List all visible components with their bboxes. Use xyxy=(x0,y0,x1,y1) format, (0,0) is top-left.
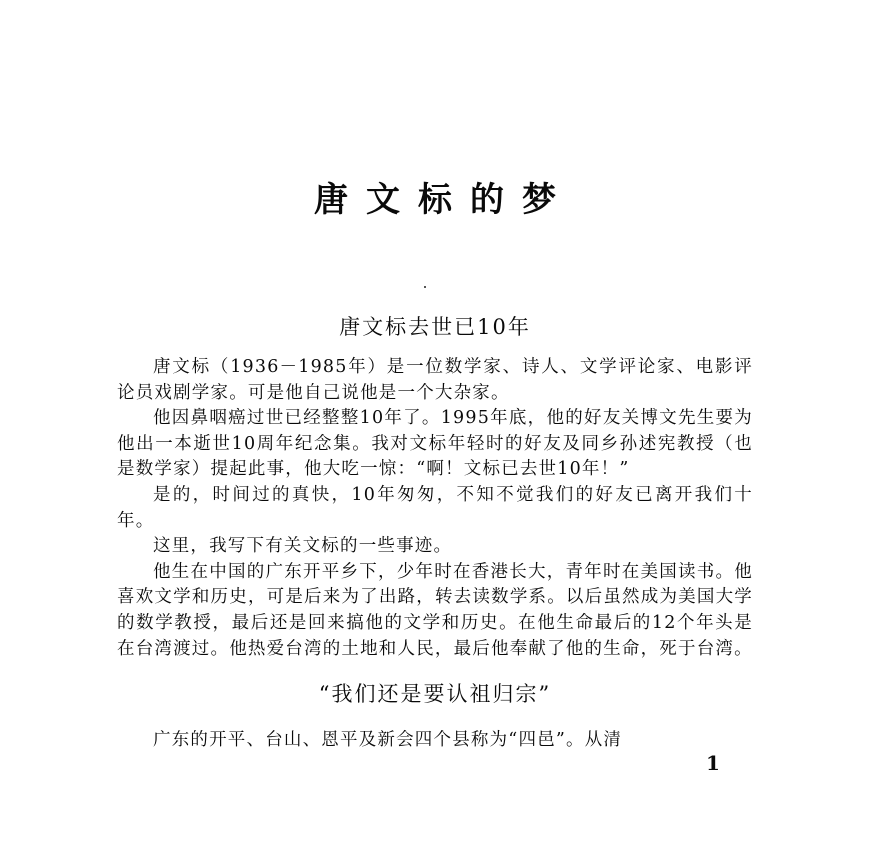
chapter-title: 唐文标的梦 xyxy=(314,180,574,220)
section-body xyxy=(117,728,753,754)
paragraph: 他生在中国的广东开平乡下，少年时在香港长大，青年时在美国读书。他喜欢文学和历史，可是后来为了出路，转去读数学系。以后虽然成为美国大学的数学教授，最后还是回来搞他的文学和历史。在他生命最后的12个年头是在台湾渡过。他热爱台湾的土地和人民，最后他奉献了他的生命，死于台湾。 xyxy=(117,561,753,659)
paragraph: 这里，我写下有关文标的一些事迹。 xyxy=(153,536,453,557)
section-heading: “我们还是要认祖归宗” xyxy=(318,682,552,706)
section-heading: 唐文标去世已10年 xyxy=(339,315,531,339)
paragraph: 他因鼻咽癌过世已经整整10年了。1995年底，他的好友关博文先生要为他出一本逝世10周年纪念集。我对文标年轻时的好友及同乡孙述宪教授（也是数学家）提起此事，他大吃一惊：“啊！文标已去世10年！” xyxy=(117,408,753,480)
paragraph: 广东的开平、台山、恩平及新会四个县称为“四邑”。从清 xyxy=(153,730,623,750)
page-number: 1 xyxy=(706,751,720,775)
ornament-dot xyxy=(424,286,426,288)
section-body xyxy=(117,355,753,662)
paragraph: 是的，时间过的真快，10年匆匆，不知不觉我们的好友已离开我们十年。 xyxy=(117,484,753,531)
paragraph: 唐文标（1936－1985年）是一位数学家、诗人、文学评论家、电影评论员戏剧学家。可是他自己说他是一个大杂家。 xyxy=(117,357,753,403)
